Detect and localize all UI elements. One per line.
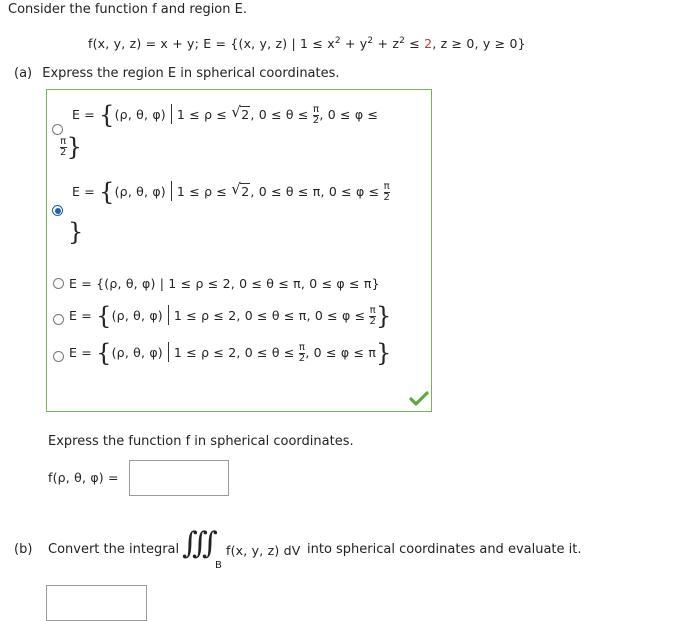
function-prompt: Express the function f in spherical coordinates. — [48, 434, 354, 449]
def-part: + y — [340, 36, 368, 51]
frac-den: 2 — [60, 147, 67, 158]
opt-text: 1 ≤ ρ ≤ — [176, 107, 232, 122]
def-part: , z ≥ 0, y ≥ 0} — [432, 36, 526, 51]
option-2-line2[interactable] — [68, 218, 84, 246]
opt-text: E = — [72, 107, 100, 122]
opt-brace: } — [66, 133, 83, 161]
frac-num: π — [383, 181, 390, 192]
opt-brace: { — [99, 101, 115, 129]
frac-num: π — [369, 305, 376, 316]
option-5-radio[interactable] — [53, 351, 64, 362]
def-exp: 2 — [399, 36, 406, 46]
opt-text: (ρ, θ, φ) — [114, 107, 166, 122]
frac-num: π — [60, 136, 67, 147]
opt-text: , 0 ≤ φ ≤ — [319, 107, 379, 122]
opt-brace: { — [99, 178, 115, 206]
set-bar — [168, 342, 169, 362]
opt-brace: } — [68, 218, 84, 246]
opt-text: E = — [69, 345, 97, 360]
opt-text: , 0 ≤ θ ≤ — [250, 107, 313, 122]
opt-text: , 0 ≤ φ ≤ π — [305, 345, 377, 360]
frac-den: 2 — [383, 192, 391, 203]
opt-text: (ρ, θ, φ) — [111, 345, 163, 360]
option-1-line2[interactable] — [60, 133, 83, 161]
def-part: ≤ — [405, 36, 425, 51]
opt-text: E = — [72, 184, 100, 199]
option-1-radio[interactable] — [52, 124, 63, 135]
sqrt-value: 2 — [241, 107, 250, 122]
sqrt-value: 2 — [241, 184, 250, 199]
option-3-text[interactable]: E = {(ρ, θ, φ) | 1 ≤ ρ ≤ 2, 0 ≤ θ ≤ π, 0 ≤ φ ≤ π} — [69, 276, 380, 291]
option-1-line1[interactable] — [72, 101, 379, 129]
option-2-line1[interactable] — [72, 178, 391, 206]
frac-den: 2 — [312, 115, 320, 126]
part-b-prompt-post: into spherical coordinates and evaluate it. — [307, 542, 582, 557]
part-b-prompt-pre: Convert the integral — [48, 542, 180, 557]
opt-brace: { — [96, 302, 112, 330]
option-2-radio[interactable] — [52, 205, 63, 216]
function-answer-input[interactable] — [129, 460, 229, 496]
frac-den: 2 — [369, 316, 377, 327]
opt-brace: { — [96, 339, 112, 367]
def-part: + z — [373, 36, 400, 51]
option-3-radio[interactable] — [53, 278, 64, 289]
opt-text: (ρ, θ, φ) — [114, 184, 166, 199]
frac-num: π — [298, 342, 306, 353]
option-4-text[interactable] — [69, 302, 392, 330]
part-a-label: (a) — [14, 66, 33, 81]
triple-integral-symbol: ∭ — [182, 526, 218, 561]
def-part: f(x, y, z) = x + y; E = {(x, y, z) | 1 ≤ x — [88, 36, 335, 51]
fraction — [384, 182, 391, 203]
part-a-prompt: Express the region E in spherical coordinates. — [42, 66, 340, 81]
integral-answer-input[interactable] — [46, 585, 147, 621]
opt-text: 1 ≤ ρ ≤ 2, 0 ≤ θ ≤ — [173, 345, 299, 360]
part-a-header — [14, 66, 340, 81]
set-bar — [171, 181, 172, 201]
function-label: f(ρ, θ, φ) = — [48, 470, 119, 485]
opt-brace: } — [376, 339, 392, 367]
opt-text: , 0 ≤ θ ≤ π, 0 ≤ φ ≤ — [250, 184, 384, 199]
def-exp: 2 — [367, 36, 374, 46]
integral-region-sub: B — [215, 560, 222, 571]
integrand: f(x, y, z) dV — [226, 543, 301, 558]
opt-brace: } — [376, 302, 392, 330]
sqrt-expression: √ 2 — [231, 180, 250, 199]
intro-text: Consider the function f and region E. — [8, 2, 247, 17]
opt-text: (ρ, θ, φ) — [111, 308, 163, 323]
opt-text: 1 ≤ ρ ≤ 2, 0 ≤ θ ≤ π, 0 ≤ φ ≤ — [173, 308, 370, 323]
opt-text: E = — [69, 308, 97, 323]
part-b-label: (b) — [14, 542, 33, 557]
function-definition — [88, 36, 526, 51]
checkmark-icon — [409, 391, 429, 407]
option-5-text[interactable] — [69, 339, 392, 367]
frac-den: 2 — [298, 353, 306, 364]
opt-text: 1 ≤ ρ ≤ — [176, 184, 232, 199]
set-bar — [171, 104, 172, 124]
frac-num: π — [312, 104, 320, 115]
sqrt-expression: √ 2 — [231, 103, 250, 122]
def-exp: 2 — [334, 36, 341, 46]
def-red-value: 2 — [424, 36, 433, 51]
option-4-radio[interactable] — [53, 314, 64, 325]
set-bar — [168, 305, 169, 325]
